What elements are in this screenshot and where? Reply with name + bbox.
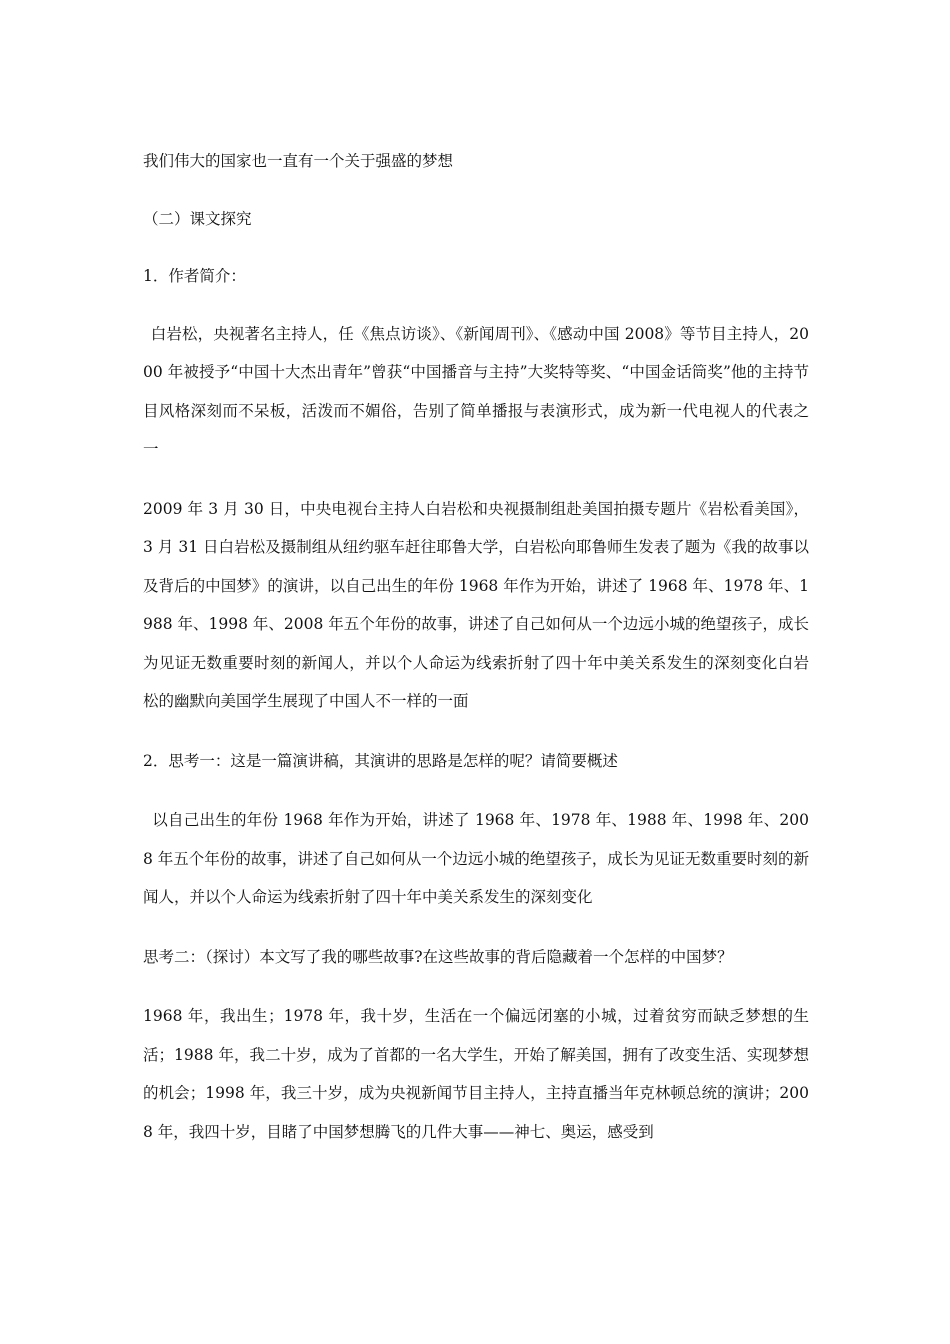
intro-line: 我们伟大的国家也一直有一个关于强盛的梦想: [143, 152, 454, 170]
section-heading: （二）课文探究: [143, 209, 252, 228]
document-body: [143, 142, 809, 1151]
question-one: 2．思考一：这是一篇演讲稿，其演讲的思路是怎样的呢？请简要概述: [143, 751, 618, 770]
speech-background-paragraph: 2009 年 3 月 30 日，中央电视台主持人白岩松和央视摄制组赴美国拍摄专题片《岩松看美国》，3 月 31 日白岩松及摄制组从纽约驱车赶往耶鲁大学，白岩松向耶鲁师生发表了题为《我的故事以及背后的中国梦》的演讲，以自己出生的年份 1968 年作为开始，讲述了 1968 年、1978 年、1988 年、1998 年、2008 年五个年份的故事，讲述了自己如何从一个边远小城的绝望孩子，成长为见证无数重要时刻的新闻人，并以个人命运为线索折射了四十年中美关系发生的深刻变化白岩松的幽默向美国学生展现了中国人不一样的一面: [143, 499, 809, 710]
question-two: 思考二：（探讨）本文写了我的哪些故事?在这些故事的背后隐藏着一个怎样的中国梦？: [143, 947, 733, 966]
answer-two-paragraph: 1968 年，我出生；1978 年，我十岁，生活在一个偏远闭塞的小城，过着贫穷而缺乏梦想的生活；1988 年，我二十岁，成为了首都的一名大学生，开始了解美国，拥有了改变生活、实现梦想的机会；1998 年，我三十岁，成为央视新闻节目主持人，主持直播当年克林顿总统的演讲；2008 年，我四十岁，目睹了中国梦想腾飞的几件大事——神七、奥运，感受到: [143, 1007, 809, 1141]
author-bio-paragraph: 白岩松，央视著名主持人，任《焦点访谈》、《新闻周刊》、《感动中国 2008》等节目主持人，2000 年被授予“中国十大杰出青年”曾获“中国播音与主持”大奖特等奖、“中国金话筒奖”他的主持节目风格深刻而不呆板，活泼而不媚俗，告别了简单播报与表演形式，成为新一代电视人的代表之一: [143, 324, 809, 458]
author-intro-heading: 1．作者简介：: [143, 267, 246, 285]
answer-one-paragraph: 以自己出生的年份 1968 年作为开始，讲述了 1968 年、1978 年、1988 年、1998 年、2008 年五个年份的故事，讲述了自己如何从一个边远小城的绝望孩子，成长为见证无数重要时刻的新闻人，并以个人命运为线索折射了四十年中美关系发生的深刻变化: [143, 811, 809, 906]
